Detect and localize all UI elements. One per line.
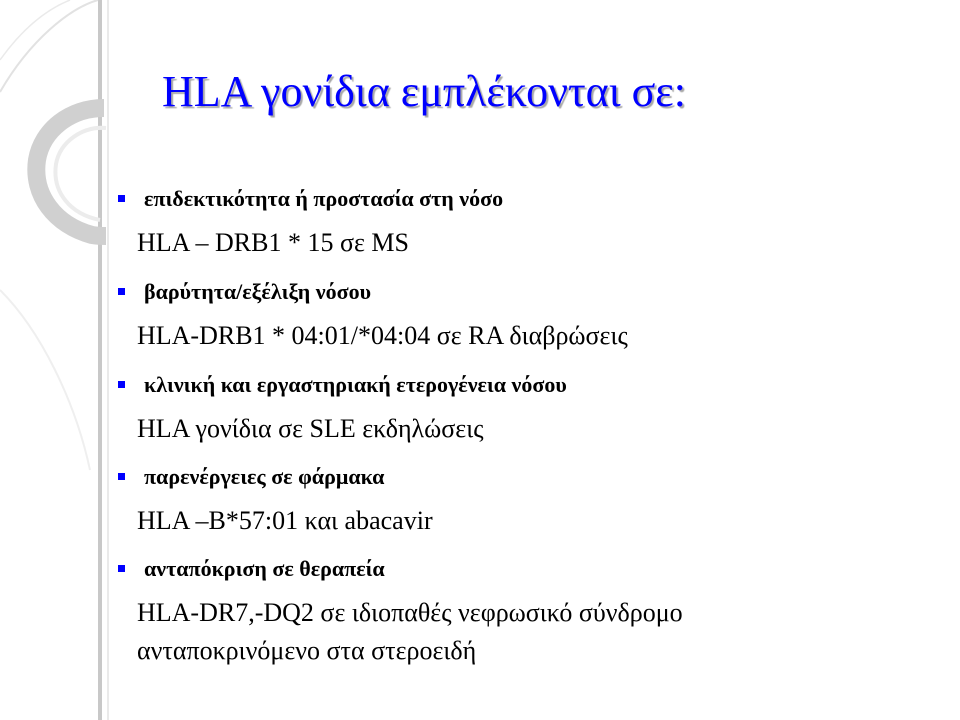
square-bullet-icon (118, 473, 125, 480)
bullet-detail: HLA-DR7,-DQ2 σε ιδιοπαθές νεφρωσικό σύνδρομο (137, 598, 683, 627)
bullet-detail: HLA –B*57:01 και abacavir (137, 506, 433, 535)
square-bullet-icon (118, 288, 125, 295)
slide-title: HLA γονίδια εμπλέκονται σε: (162, 67, 686, 116)
square-bullet-icon (118, 565, 125, 572)
bullet-heading: κλινική και εργαστηριακή ετερογένεια νόσου (144, 372, 567, 397)
bullet-heading: βαρύτητα/εξέλιξη νόσου (144, 279, 371, 304)
bullet-heading: παρενέργειες σε φάρμακα (144, 464, 385, 489)
bullet-detail: HLA-DRB1 * 04:01/*04:04 σε RA διαβρώσεις (137, 321, 628, 350)
square-bullet-icon (118, 381, 125, 388)
bullet-detail: HLA γονίδια σε SLE εκδηλώσεις (137, 414, 484, 443)
bullet-heading: ανταπόκριση σε θεραπεία (144, 556, 385, 581)
square-bullet-icon (118, 195, 125, 202)
bullet-detail-continuation: ανταποκρινόμενο στα στεροειδή (137, 636, 477, 665)
bullet-heading: επιδεκτικότητα ή προστασία στη νόσο (144, 186, 504, 211)
decorative-arcs (0, 0, 108, 720)
bullet-detail: HLA – DRB1 * 15 σε MS (137, 228, 409, 257)
